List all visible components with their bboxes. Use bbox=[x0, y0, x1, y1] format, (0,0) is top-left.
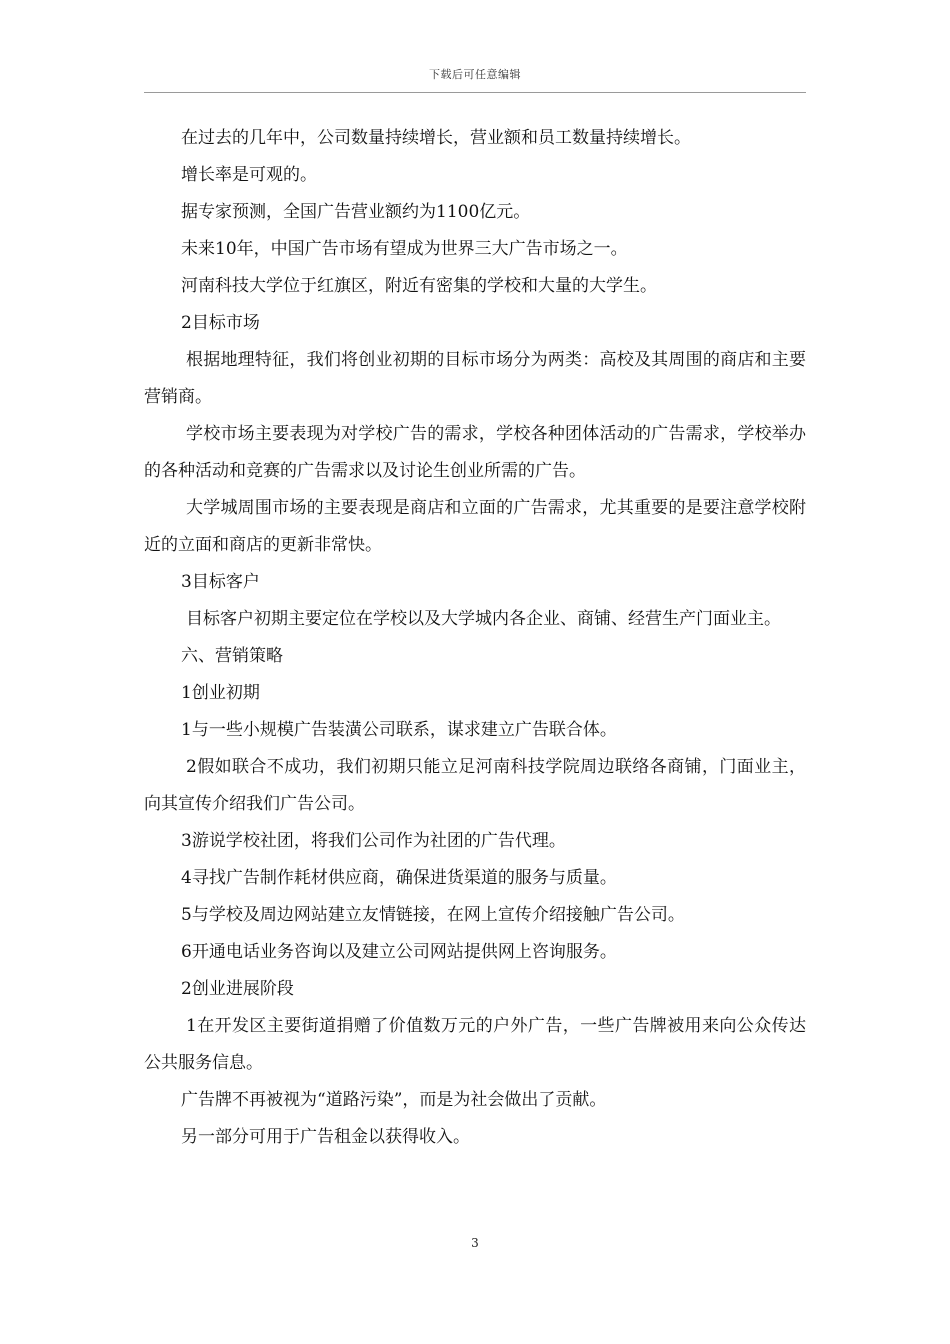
paragraph: 目标客户初期主要定位在学校以及大学城内各企业、商铺、经营生产门面业主。 bbox=[186, 609, 781, 629]
list-item: 1在开发区主要街道捐赠了价值数万元的户外广告，一些广告牌被用来向公众传达公共服务信息。 bbox=[144, 1016, 806, 1073]
list-item: 2假如联合不成功，我们初期只能立足河南科技学院周边联络各商铺，门面业主，向其宣传介绍我们广告公司。 bbox=[144, 757, 806, 814]
section-heading: 1创业初期 bbox=[181, 683, 260, 703]
paragraph: 未来10年，中国广告市场有望成为世界三大广告市场之一。 bbox=[181, 239, 628, 259]
list-item: 5与学校及周边网站建立友情链接，在网上宣传介绍接触广告公司。 bbox=[181, 905, 685, 925]
section-heading: 2创业进展阶段 bbox=[181, 979, 294, 999]
list-item: 6开通电话业务咨询以及建立公司网站提供网上咨询服务。 bbox=[181, 942, 617, 962]
chapter-heading: 六、营销策略 bbox=[181, 646, 283, 666]
paragraph: 据专家预测，全国广告营业额约为1100亿元。 bbox=[181, 202, 531, 222]
paragraph: 根据地理特征，我们将创业初期的目标市场分为两类：高校及其周围的商店和主要营销商。 bbox=[144, 350, 806, 407]
page-header: 下载后可任意编辑 bbox=[429, 68, 521, 81]
page-number: 3 bbox=[471, 1236, 479, 1250]
paragraph: 在过去的几年中，公司数量持续增长，营业额和员工数量持续增长。 bbox=[181, 128, 691, 148]
section-heading: 3目标客户 bbox=[181, 572, 260, 592]
paragraph: 广告牌不再被视为“道路污染”，而是为社会做出了贡献。 bbox=[181, 1090, 607, 1110]
list-item: 3游说学校社团，将我们公司作为社团的广告代理。 bbox=[181, 831, 566, 851]
paragraph: 大学城周围市场的主要表现是商店和立面的广告需求，尤其重要的是要注意学校附近的立面和商店的更新非常快。 bbox=[144, 498, 806, 555]
paragraph: 增长率是可观的。 bbox=[181, 165, 317, 185]
header-divider bbox=[144, 92, 806, 93]
list-item: 4寻找广告制作耗材供应商，确保进货渠道的服务与质量。 bbox=[181, 868, 617, 888]
paragraph: 另一部分可用于广告租金以获得收入。 bbox=[181, 1127, 470, 1147]
paragraph: 学校市场主要表现为对学校广告的需求，学校各种团体活动的广告需求，学校举办的各种活动和竞赛的广告需求以及讨论生创业所需的广告。 bbox=[144, 424, 806, 481]
document-body bbox=[144, 120, 806, 1156]
list-item: 1与一些小规模广告装潢公司联系，谋求建立广告联合体。 bbox=[181, 720, 617, 740]
paragraph: 河南科技大学位于红旗区，附近有密集的学校和大量的大学生。 bbox=[181, 276, 657, 296]
section-heading: 2目标市场 bbox=[181, 313, 260, 333]
